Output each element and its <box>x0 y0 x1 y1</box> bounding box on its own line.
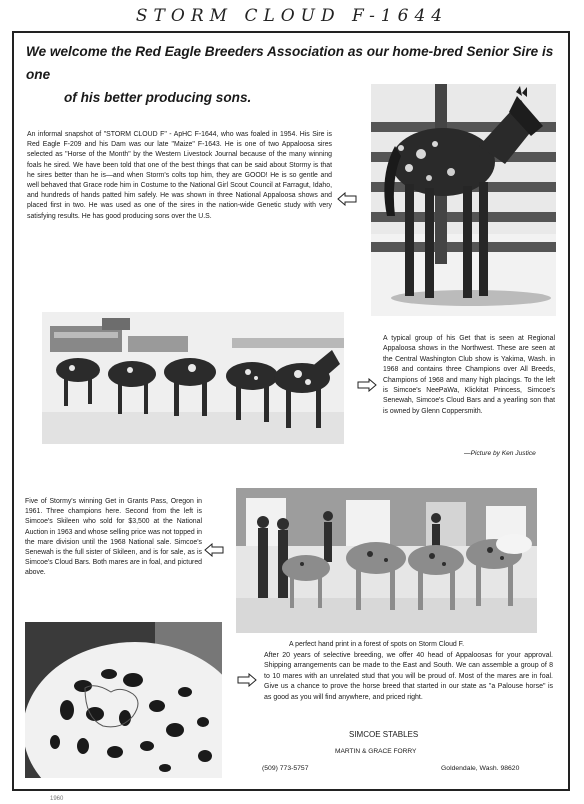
get-paragraph: A typical group of his Get that is seen at Regional Appaloosa shows in the Northwest. These are seen at the Central Washington Club show is Yakima, Wash. in 1968 and contains three Champions over All Breeds, Champions of 1968 and many high placings. To the left is Simcoe's NeePaWa, Klickitat Princess, Simcoe's Senewah, Simcoe's Cloud Bars and a yearling son that is owned by Glenn Coppersmith. <box>383 335 555 415</box>
photo-storm-cloud-standing <box>371 84 556 316</box>
arrow-left-icon <box>337 192 357 206</box>
arrow-right-icon <box>357 378 377 392</box>
arrow-right-icon-2 <box>237 673 257 687</box>
horse-group-illustration <box>42 312 344 444</box>
arrow-left-icon-2 <box>204 543 224 557</box>
page-folio: 1960 <box>50 796 64 802</box>
owners-name: MARTIN & GRACE FORRY <box>335 748 417 755</box>
closing-first-line: A perfect hand print in a forest of spots on Storm Cloud F. <box>289 641 465 648</box>
grants-pass-illustration <box>236 488 537 633</box>
horse-standing-illustration <box>371 84 556 316</box>
photo-grants-pass-group <box>236 488 537 633</box>
photo-hand-print-spots <box>25 622 222 778</box>
stable-name: SIMCOE STABLES <box>349 730 419 739</box>
spotted-coat-illustration <box>25 622 222 778</box>
photo-credit: —Picture by Ken Justice <box>464 450 536 457</box>
phone-number: (509) 773-5757 <box>262 765 309 772</box>
closing-paragraph: After 20 years of selective breeding, we offer 40 head of Appaloosas for your approval. Shipping arrangements can be made to the East and South. We can assemble a group of 8 to 10 mares with an unrelated stud that you will be proud of. Most of the mares are in foal. Give us a chance to prove the horse breed that started in our state as "a Palouse horse" is as good as you will find anywhere, and priced right. <box>264 652 553 701</box>
photo-group-of-get <box>42 312 344 444</box>
headline-line-2: of his better producing sons. <box>64 90 252 105</box>
handwritten-title: STORM CLOUD F-1644 <box>135 6 449 26</box>
headline-line-1: We welcome the Red Eagle Breeders Association as our home-bred Senior Sire is one <box>26 44 554 82</box>
grants-pass-paragraph: Five of Stormy's winning Get in Grants Pass, Oregon in 1961. Three champions here. Second from the left is Simcoe's Skileen who sold for $3,500 at the National Auction in 1963 and whose selling price was not topped in the mare division until the 1968 National sale. Simcoe's Senewah is the full sister of Skileen, and is for sale, as is Simcoe's Cloud Bars. Both mares are in foal, and pictured above. <box>25 498 202 577</box>
intro-paragraph: An informal snapshot of "STORM CLOUD F" - ApHC F-1644, who was foaled in 1954. His Sire is Red Eagle F-209 and his Dam was our late "Maize" F-1643. He is one of two Appaloosa sires selected as "Horse of the Month" by the Western Livestock Journal because of the many winning foals he sired. We have been told that one of the best things that can be said about Stormy is that he sires better than he is—and when Storm's colts top him, they are GOOD! He is so gentle and well behaved that Grace rode him in Costume to the National Girl Scout Council at Farragut, Idaho, and hundreds of hands patted him safely. He was shown in three National Appaloosa shows and placed first in two. He was used as one of the sires in the nation-wide Genetic study with very satisfying results. He has good producing sons over the U.S. <box>27 131 332 220</box>
address: Goldendale, Wash. 98620 <box>441 765 520 772</box>
